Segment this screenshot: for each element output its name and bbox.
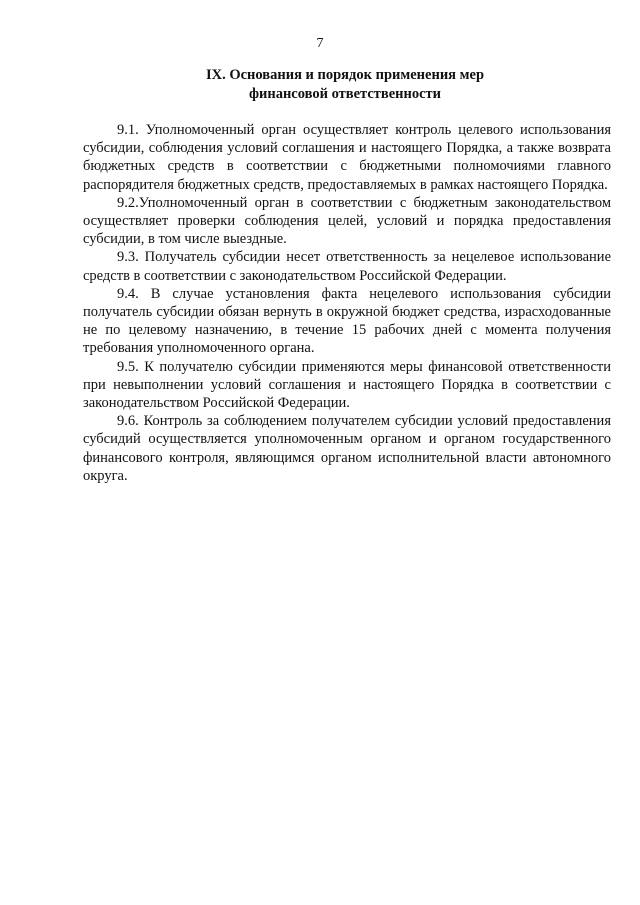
paragraph-9-1: 9.1. Уполномоченный орган осуществляет контроль целевого использования субсидии, соблюдения условий соглашения и настоящего Порядка, а также возврата бюджетных средств в соответствии с бюджетными полномочиями главного распорядителя бюджетных средств, предоставляемых в рамках настоящего Порядка. [83,122,611,193]
section-title-line-2: финансовой ответственности [248,86,442,102]
document-body [83,121,611,485]
paragraph-9-3: 9.3. Получатель субсидии несет ответственность за нецелевое использование средств в соответствии с законодательством Российской Федерации. [83,249,611,284]
paragraph-9-4: 9.4. В случае установления факта нецелевого использования субсидии получатель субсидии обязан вернуть в окружной бюджет средства, израсходованные не по целевому назначению, в течение 15 рабочих дней с момента получения требования уполномоченного органа. [83,285,611,357]
page-number: 7 [316,36,324,51]
paragraph-9-5: 9.5. К получателю субсидии применяются меры финансовой ответственности при невыполнении условий соглашения и настоящего Порядка в соответствии с законодательством Российской Федерации. [83,358,611,412]
paragraph-9-6: 9.6. Контроль за соблюдением получателем субсидии условий предоставления субсидий осуществляется уполномоченным органом и органом государственного финансового контроля, являющимся органом исполнительной власти автономного округа. [83,413,611,484]
section-title [130,66,560,104]
section-title-line-1: IX. Основания и порядок применения мер [205,67,485,83]
paragraph-9-2: 9.2.Уполномоченный орган в соответствии с бюджетным законодательством осуществляет проверки соблюдения целей, условий и порядка предоставления субсидии, в том числе выездные. [83,194,611,248]
